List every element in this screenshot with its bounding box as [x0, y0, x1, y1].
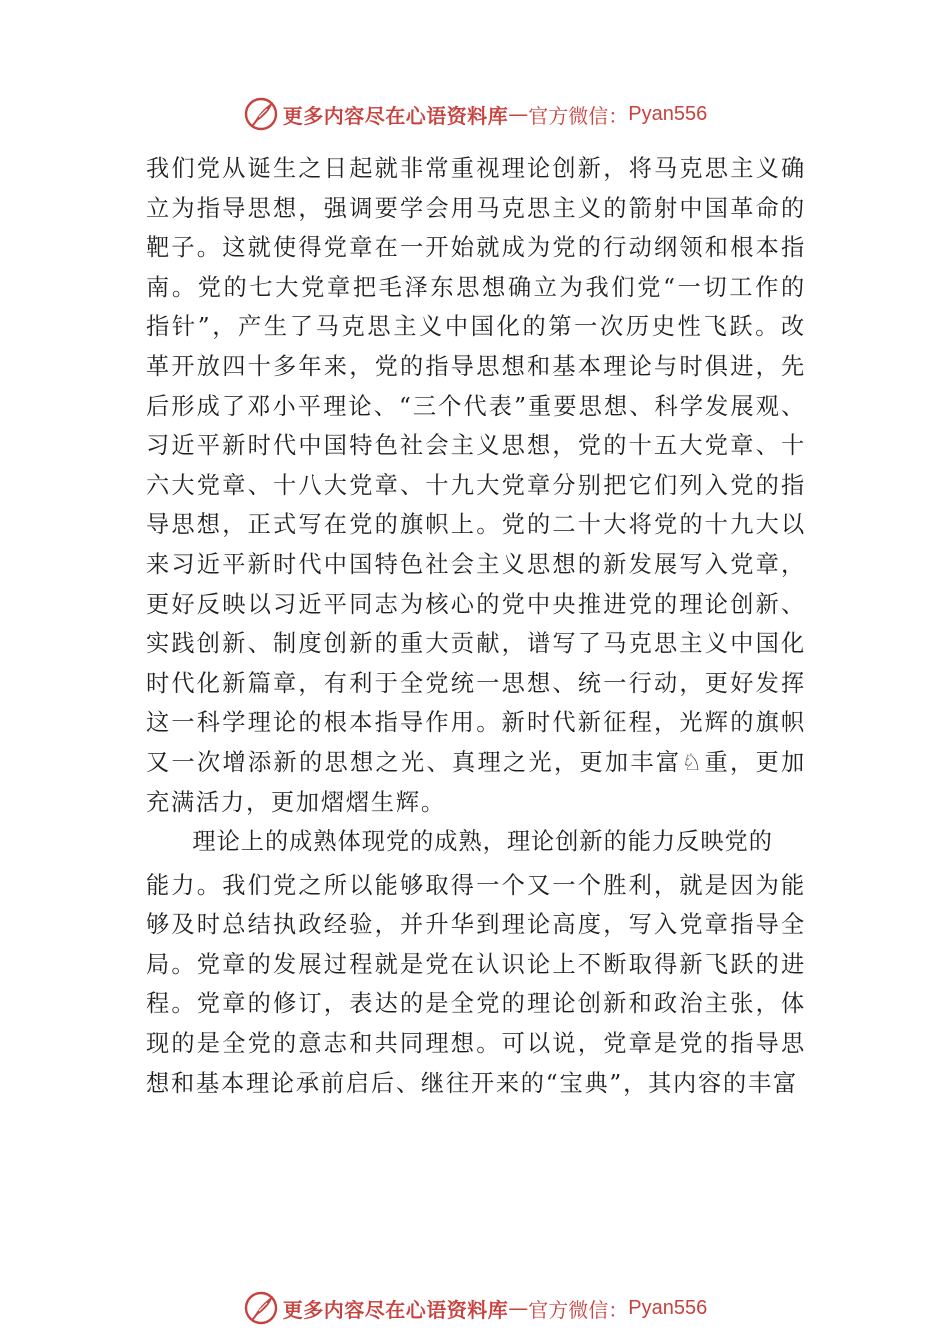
header-banner: [0, 94, 950, 134]
header-banner-dash: —: [508, 102, 529, 126]
header-banner-subtitle: 官方微信：: [528, 103, 629, 128]
paragraph-2-continued: 能力。我们党之所以能够取得一个又一个胜利，就是因为能够及时总结执政经验，并升华到理论高度，写入党章指导全局。党章的发展过程就是党在认识论上不断取得新飞跃的进程。党章的修订，表达的是全党的理论创新和政治主张，体现的是全党的意志和共同理想。可以说，党章是党的指导思想和基本理论承前启后、继往开来的“宝典”，其内容的丰富: [146, 871, 806, 1097]
footer-banner: [0, 1288, 950, 1328]
document-body: [146, 149, 806, 1103]
footer-banner-dash: —: [508, 1296, 529, 1320]
quill-pen-logo-icon: [243, 1290, 279, 1326]
header-banner-wechat-id: Pyan556: [628, 102, 708, 125]
footer-banner-subtitle: 官方微信：: [528, 1297, 629, 1322]
header-banner-title: 更多内容尽在心语资料库: [282, 103, 509, 128]
footer-banner-wechat-id: Pyan556: [628, 1296, 708, 1319]
paragraph-2: [146, 822, 806, 862]
paragraph-1: 我们党从诞生之日起就非常重视理论创新，将马克思主义确立为指导思想，强调要学会用马克思主义的箭射中国革命的靶子。这就使得党章在一开始就成为党的行动纲领和根本指南。党的七大党章把毛泽东思想确立为我们党“一切工作的指针”，产生了马克思主义中国化的第一次历史性飞跃。改革开放四十多年来，党的指导思想和基本理论与时俱进，先后形成了邓小平理论、“三个代表”重要思想、科学发展观、习近平新时代中国特色社会主义思想，党的十五大党章、十六大党章、十八大党章、十九大党章分别把它们列入党的指导思想，正式写在党的旗帜上。党的二十大将党的十九大以来习近平新时代中国特色社会主义思想的新发展写入党章，更好反映以习近平同志为核心的党中央推进党的理论创新、实践创新、制度创新的重大贡献，谱写了马克思主义中国化时代化新篇章，有利于全党统一思想、统一行动，更好发挥这一科学理论的根本指导作用。新时代新征程，光辉的旗帜又一次增添新的思想之光、真理之光，更加丰富♘重，更加充满活力，更加熠熠生辉。: [146, 155, 806, 816]
footer-banner-title: 更多内容尽在心语资料库: [282, 1297, 509, 1322]
paragraph-2-lead: 理论上的成熟体现党的成熟，理论创新的能力反映党的: [192, 828, 773, 856]
quill-pen-logo-icon: [243, 96, 279, 132]
